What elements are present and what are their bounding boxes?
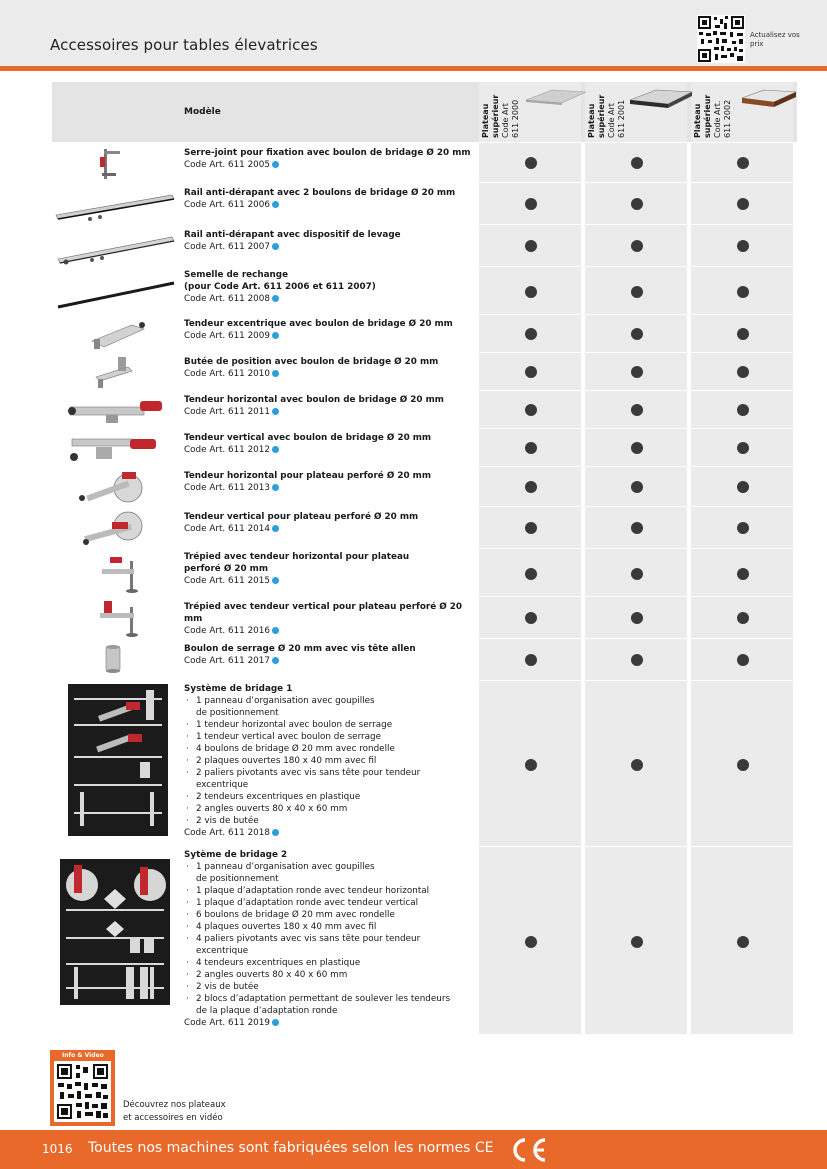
info-icon[interactable]	[272, 1019, 279, 1026]
compat-dot	[737, 936, 749, 948]
info-icon[interactable]	[272, 657, 279, 664]
product-name: Semelle de rechange	[184, 270, 289, 280]
product-name: Tendeur horizontal pour plateau perforé Ø 20 mm	[184, 471, 431, 481]
product-code: Code Art. 611 2012	[184, 445, 270, 455]
table-row	[52, 352, 797, 391]
compat-dot	[631, 198, 643, 210]
product-code: Code Art. 611 2006	[184, 200, 270, 210]
compat-dot	[525, 198, 537, 210]
compat-dot	[525, 240, 537, 252]
product-code: Code Art. 611 2005	[184, 160, 270, 170]
compat-dot	[737, 759, 749, 771]
table-row	[52, 548, 797, 597]
compat-dot	[525, 568, 537, 580]
compat-dot	[631, 522, 643, 534]
product-code: Code Art. 611 2019	[184, 1018, 270, 1028]
product-name: Serre-joint pour fixation avec boulon de bridage Ø 20 mm	[184, 148, 471, 158]
compat-dot	[631, 442, 643, 454]
product-image-system-2	[60, 859, 170, 1005]
compat-dot	[631, 404, 643, 416]
product-name: Trépied avec tendeur vertical pour plateau perforé Ø 20 mm	[184, 602, 463, 624]
table-row	[52, 266, 797, 315]
product-name: Butée de position avec boulon de bridage Ø 20 mm	[184, 357, 439, 367]
compat-dot	[525, 366, 537, 378]
product-code: Code Art. 611 2015	[184, 576, 270, 586]
compat-dot	[737, 157, 749, 169]
info-video-box[interactable]	[50, 1050, 115, 1126]
page-footer	[0, 1130, 827, 1169]
product-code: Code Art. 611 2018	[184, 828, 270, 838]
info-icon[interactable]	[272, 295, 279, 302]
video-note: Découvrez nos plateaux et accessoires en vidéo	[123, 1100, 226, 1123]
product-name: Boulon de serrage Ø 20 mm avec vis tête allen	[184, 644, 416, 654]
compat-dot	[525, 404, 537, 416]
header-accent-bar	[0, 66, 827, 71]
compat-dot	[631, 366, 643, 378]
compat-dot	[737, 286, 749, 298]
compat-dot	[737, 442, 749, 454]
column-header-611-2001: Plateau supérieur Code Art 611 2001	[587, 94, 626, 138]
product-image-horizontal-clamp	[52, 393, 177, 427]
product-code: Code Art. 611 2013	[184, 483, 270, 493]
compat-dot	[525, 481, 537, 493]
compat-dot	[631, 936, 643, 948]
compat-dot	[631, 759, 643, 771]
page-title: Accessoires pour tables élevatrices	[50, 36, 318, 54]
product-name: Système de bridage 1	[184, 684, 293, 694]
product-name-detail: (pour Code Art. 611 2006 et 611 2007)	[184, 282, 376, 292]
compat-dot	[525, 936, 537, 948]
info-icon[interactable]	[272, 525, 279, 532]
table-row	[52, 596, 797, 639]
compat-dot	[737, 240, 749, 252]
info-icon[interactable]	[272, 243, 279, 250]
compat-dot	[525, 612, 537, 624]
update-prices-note: Actualisez vos prix	[750, 31, 800, 48]
compat-dot	[525, 654, 537, 666]
product-image-eccentric	[52, 317, 177, 351]
product-name-detail: perforé Ø 20 mm	[184, 564, 269, 574]
compat-dot	[737, 198, 749, 210]
compat-dot	[737, 568, 749, 580]
ce-mark-icon	[508, 1136, 550, 1164]
product-code: Code Art. 611 2009	[184, 331, 270, 341]
table-row	[52, 428, 797, 467]
compat-dot	[525, 157, 537, 169]
product-code: Code Art. 611 2017	[184, 656, 270, 666]
product-image-rail	[52, 185, 177, 223]
compat-dot	[631, 481, 643, 493]
compat-dot	[631, 654, 643, 666]
column-header-611-2000: Plateau supérieur Code Art 611 2000	[481, 94, 520, 138]
product-image-bolt	[52, 641, 177, 679]
table-row	[52, 182, 797, 225]
product-image-tripod-vertical	[52, 599, 177, 637]
product-image-rail-lift	[52, 227, 177, 265]
product-image-stop	[52, 355, 177, 389]
compat-dot	[631, 157, 643, 169]
compat-dot	[631, 286, 643, 298]
product-name: Trépied avec tendeur horizontal pour plateau	[184, 552, 410, 562]
product-code: Code Art. 611 2011	[184, 407, 270, 417]
info-icon[interactable]	[272, 577, 279, 584]
product-image-vertical-perforated	[52, 508, 177, 548]
product-name: Rail anti-dérapant avec 2 boulons de bridage Ø 20 mm	[184, 188, 456, 198]
compat-dot	[737, 612, 749, 624]
table-row	[52, 506, 797, 549]
info-icon[interactable]	[272, 446, 279, 453]
compat-dot	[737, 404, 749, 416]
table-row	[52, 224, 797, 267]
table-row	[52, 638, 797, 681]
info-icon[interactable]	[272, 627, 279, 634]
product-code: Code Art. 611 2010	[184, 369, 270, 379]
compat-dot	[525, 522, 537, 534]
table-row	[52, 314, 797, 353]
product-name: Rail anti-dérapant avec dispositif de levage	[184, 230, 401, 240]
compat-dot	[631, 328, 643, 340]
table-row	[52, 680, 797, 847]
compat-dot	[525, 442, 537, 454]
model-column-header: Modèle	[184, 107, 221, 117]
product-image-sole	[52, 269, 177, 313]
compat-dot	[737, 654, 749, 666]
product-image-tripod-horizontal	[52, 551, 177, 595]
table-row	[52, 466, 797, 507]
info-icon[interactable]	[272, 161, 279, 168]
info-icon[interactable]	[272, 484, 279, 491]
compat-dot	[737, 366, 749, 378]
page-number: 1016	[42, 1142, 73, 1156]
plate-icon-611-2001	[626, 88, 694, 110]
product-name: Tendeur excentrique avec boulon de bridage Ø 20 mm	[184, 319, 453, 329]
info-icon[interactable]	[272, 370, 279, 377]
product-code: Code Art. 611 2014	[184, 524, 270, 534]
compat-dot	[525, 286, 537, 298]
compat-dot	[737, 522, 749, 534]
product-name: Tendeur vertical avec boulon de bridage Ø 20 mm	[184, 433, 432, 443]
plate-icon-611-2000	[522, 88, 588, 108]
table-row	[52, 846, 797, 1035]
column-header-611-2002: Plateau supérieur Code Art. 611 2002	[693, 94, 732, 138]
product-name: Tendeur horizontal avec boulon de bridage Ø 20 mm	[184, 395, 444, 405]
product-image-system-1	[68, 684, 168, 836]
qr-code-icon[interactable]	[697, 15, 745, 63]
product-name: Tendeur vertical pour plateau perforé Ø 20 mm	[184, 512, 419, 522]
product-code: Code Art. 611 2016	[184, 626, 270, 636]
footer-text: Toutes nos machines sont fabriquées selon les normes CE	[88, 1140, 494, 1156]
compat-dot	[525, 328, 537, 340]
compat-dot	[737, 328, 749, 340]
compat-dot	[631, 240, 643, 252]
product-image-horizontal-perforated	[52, 468, 177, 506]
info-icon[interactable]	[272, 408, 279, 415]
compat-dot	[631, 568, 643, 580]
product-image-vertical-clamp	[52, 431, 177, 465]
compat-dot	[737, 481, 749, 493]
qr-code-video-icon[interactable]	[54, 1061, 111, 1122]
info-icon[interactable]	[272, 201, 279, 208]
system-2-contents: · 1 panneau d’organisation avec goupilles de positionnement · 1 plaque d’adaptation ronde avec tendeur horizontal · 1 plaque d’adaptation ronde avec tendeur vertical · 6 boulons de bridage Ø 20 mm avec rondelle · 4 plaques ouvertes 180 x 40 mm avec fil · 4 paliers pivotants avec vis sans tête pour tendeur excentrique · 4 tendeurs excentriques en plastique · 2 angles ouverts 80 x 40 x 60 mm · 2 vis de butée · 2 blocs d’adaptation permettant de soulever les tendeurs de la plaque d’adaptation ronde	[184, 861, 484, 1017]
table-row	[52, 142, 797, 183]
info-icon[interactable]	[272, 829, 279, 836]
compat-dot	[525, 759, 537, 771]
info-video-label: Info & Video	[62, 1052, 104, 1059]
product-code: Code Art. 611 2007	[184, 242, 270, 252]
product-code: Code Art. 611 2008	[184, 294, 270, 304]
info-icon[interactable]	[272, 332, 279, 339]
system-1-contents: · 1 panneau d’organisation avec goupilles de positionnement · 1 tendeur horizontal avec boulon de serrage · 1 tendeur vertical avec boulon de serrage · 4 boulons de bridage Ø 20 mm avec rondelle · 2 plaques ouvertes 180 x 40 mm avec fil · 2 paliers pivotants avec vis sans tête pour tendeur excentrique · 2 tendeurs excentriques en plastique · 2 angles ouverts 80 x 40 x 60 mm · 2 vis de butée	[184, 695, 484, 827]
compat-dot	[631, 612, 643, 624]
product-name: Sytème de bridage 2	[184, 850, 288, 860]
plate-icon-611-2002	[738, 88, 798, 110]
table-row	[52, 390, 797, 429]
product-image-clamp	[52, 145, 177, 181]
